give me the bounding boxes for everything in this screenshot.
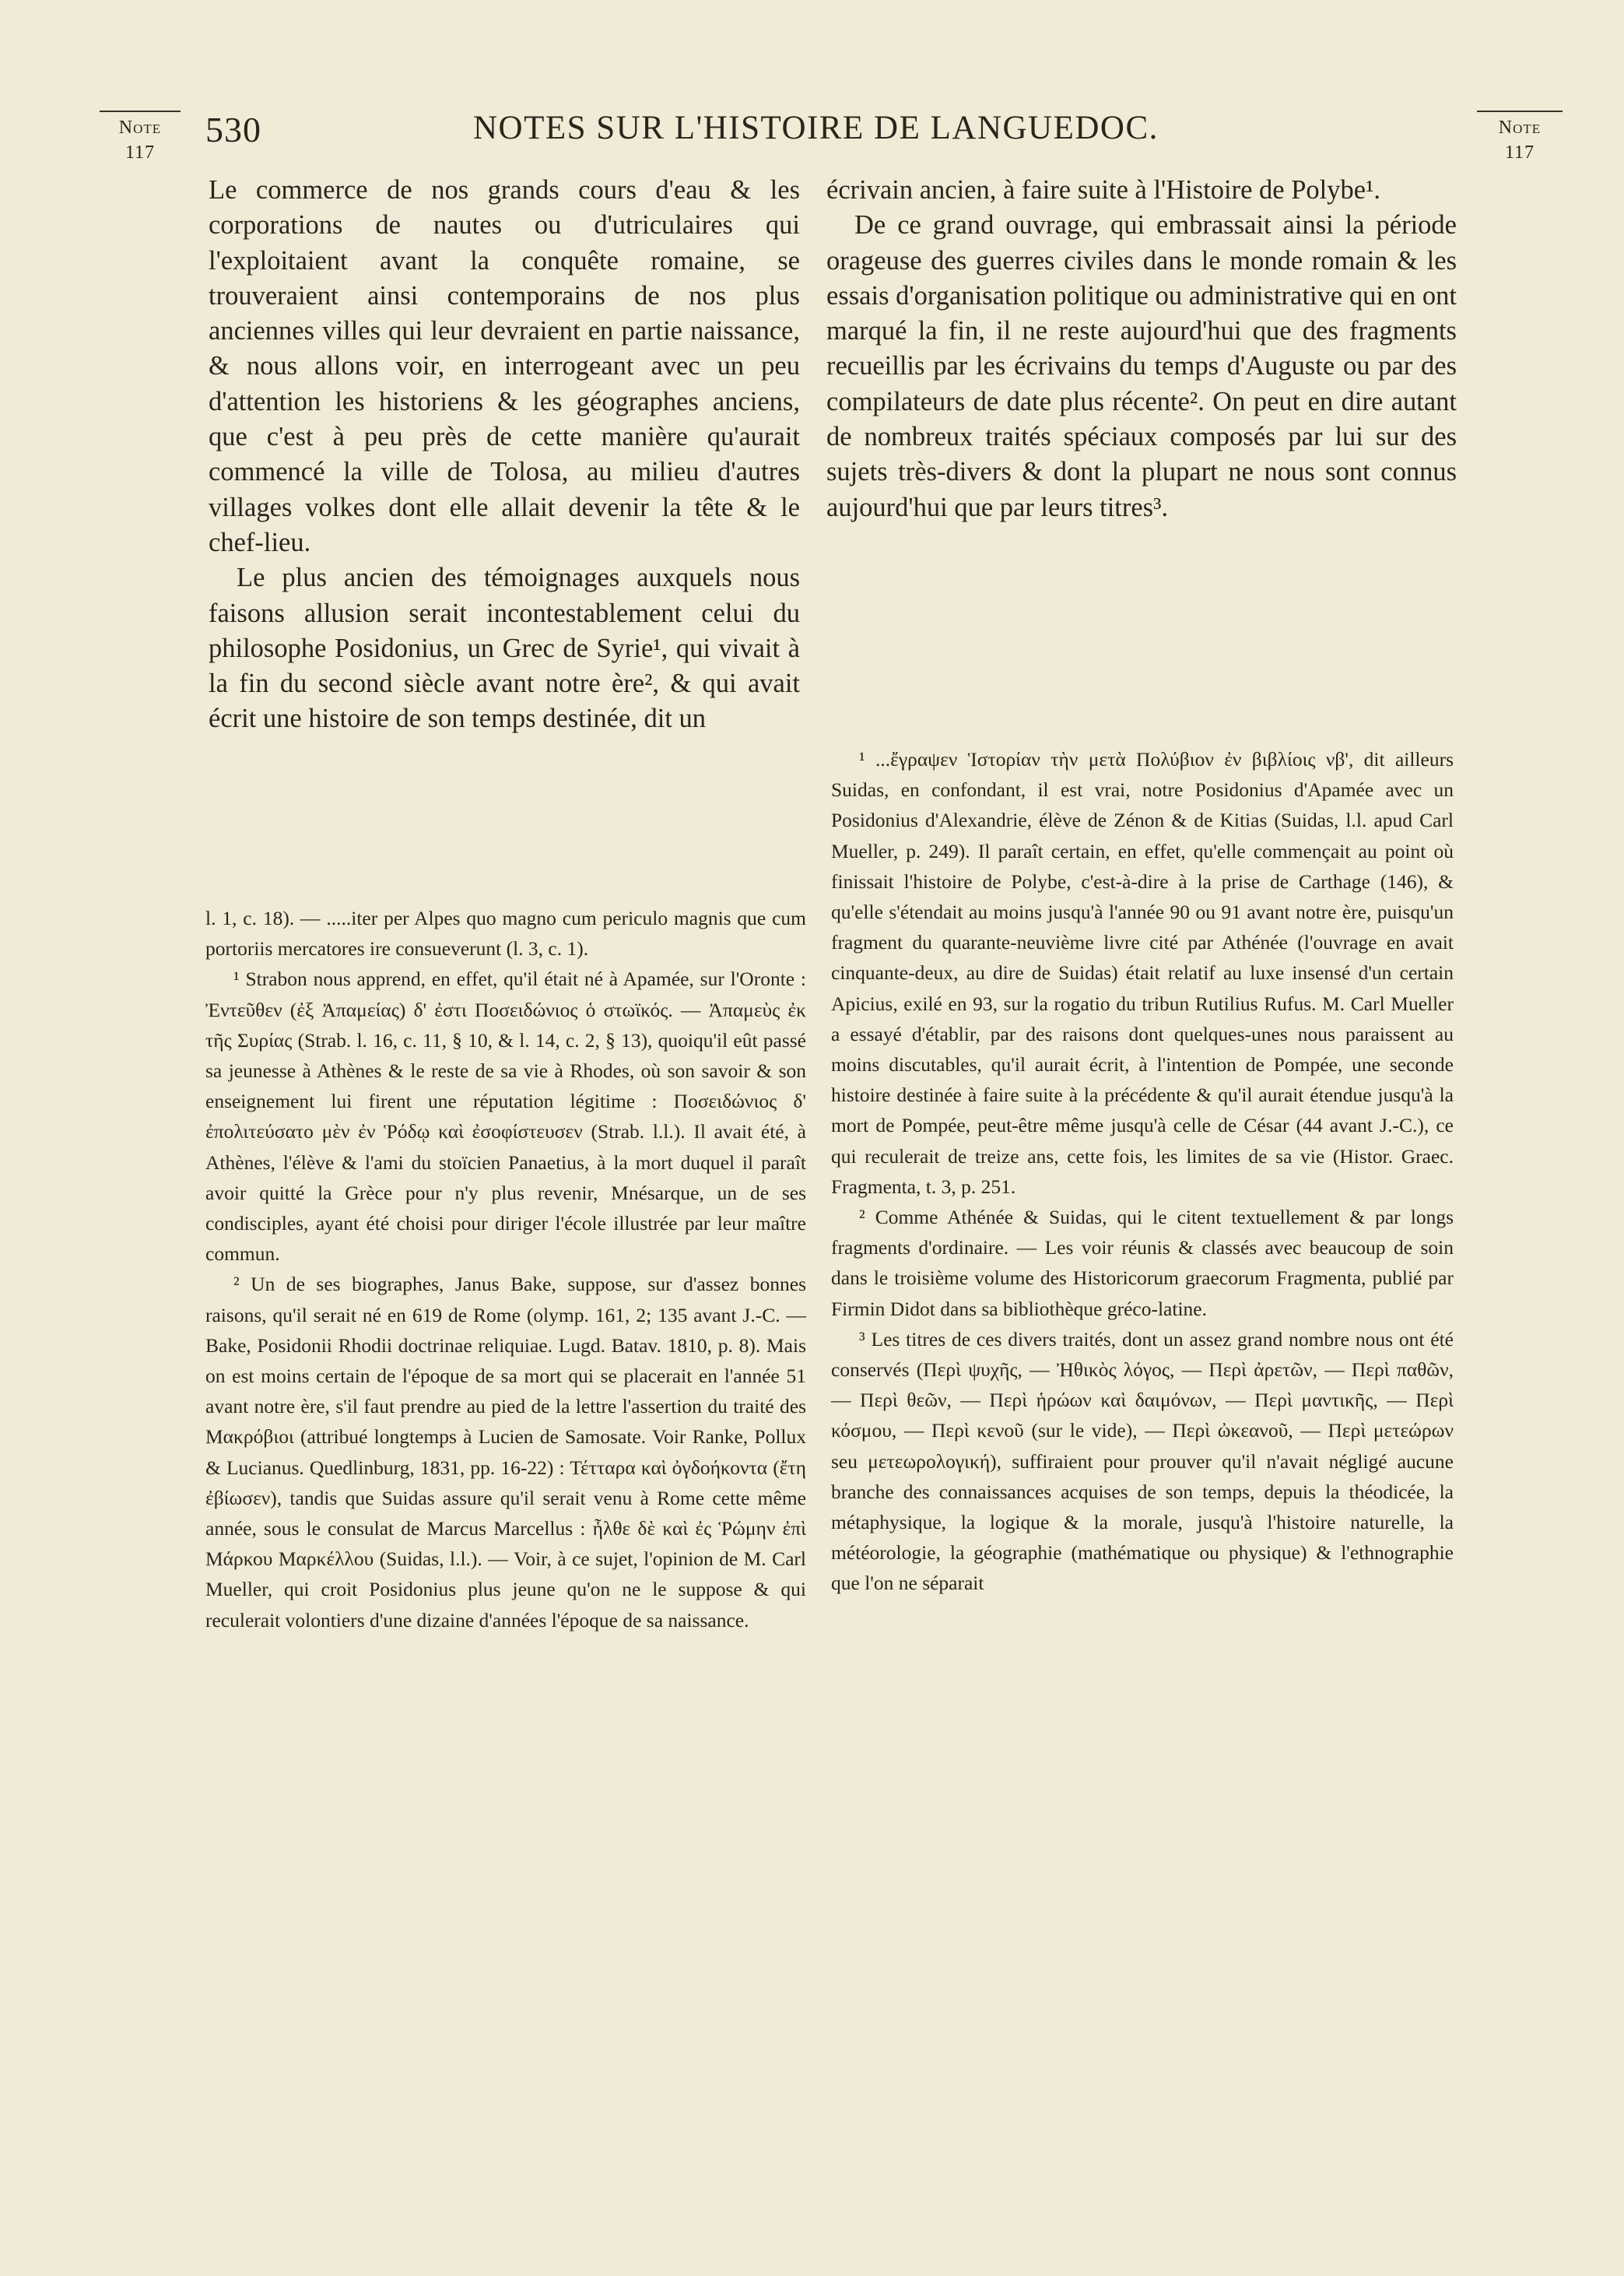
footnote: ¹ Strabon nous apprend, en effet, qu'il était né à Apamée, sur l'Oronte : Ἐντεῦθεν (ἐξ Ἀπαμείας) δ' ἐστι Ποσειδώνιος ὁ στωϊκός. — Ἀπαμεὺς ἐκ τῆς Συρίας (Strab. l. 16, c. 11, § 10, & l. 14, c. 2, § 13), quoiqu'il eût passé sa jeunesse à Athènes & le reste de sa vie à Rhodes, où son savoir & son enseignement lui firent une réputation légitime : Ποσειδώνιος δ' ἐπολιτεύσατο μὲν ἐν Ῥόδῳ καὶ ἐσοφίστευσεν (Strab. l.l.). Il avait été, à Athènes, l'élève & l'ami du stoïcien Panaetius, à la mort duquel il paraît avoir quitté la Grèce pour n'y plus revenir, Mnésarque, un de ses condisciples, ayant été choisi pour diriger l'école illustrée par leur maître commun. <box>205 968 806 1266</box>
footnote-continuation: l. 1, c. 18). — .....iter per Alpes quo magno cum periculo magnis que cum portoriis mercatores ire consueverunt (l. 3, c. 1). <box>205 907 806 961</box>
footnote: ² Un de ses biographes, Janus Bake, suppose, sur d'assez bonnes raisons, qu'il serait né en 619 de Rome (olymp. 161, 2; 135 avant J.-C. — Bake, Posidonii Rhodii doctrinae reliquiae. Lugd. Batav. 1810, p. 8). Mais on est moins certain de l'époque de sa mort qui se placerait en l'année 51 avant notre ère, s'il faut prendre au pied de la lettre l'assertion du traité des Μακρόβιοι (attribué longtemps à Lucien de Samosate. Voir Ranke, Pollux & Lucianus. Quedlinburg, 1831, pp. 16-22) : Τέτταρα καὶ ὀγδοήκοντα (ἔτη ἐβίωσεν), tandis que Suidas assure qu'il serait venu à Rome cette même année, sous le consulat de Marcus Marcellus : ἦλθε δὲ καὶ ἐς Ῥώμην ἐπὶ Μάρκου Μαρκέλλου (Suidas, l.l.). — Voir, à ce sujet, l'opinion de M. Carl Mueller, qui croit Posidonius plus jeune qu'on ne le suppose & qui reculerait volontiers d'une dizaine d'années l'époque de sa naissance. <box>205 1273 806 1631</box>
body-text-right-column <box>826 173 1457 525</box>
margin-rule-right <box>1477 111 1563 112</box>
body-paragraph: écrivain ancien, à faire suite à l'Histoire de Polybe¹. <box>826 175 1381 205</box>
body-text-left-column <box>209 173 800 737</box>
margin-note-left-number: 117 <box>125 142 156 163</box>
body-paragraph: Le commerce de nos grands cours d'eau & les corporations de nautes ou d'utriculaires qui l'exploitaient avant la conquête romaine, se trouveraient ainsi contemporains de nos plus anciennes villes qui leur devraient en partie naissance, & nous allons voir, en interrogeant avec un peu d'attention les historiens & les géographes anciens, que c'est à peu près de cette manière qu'aurait commencé la ville de Tolosa, au milieu d'autres villages volkes dont elle allait devenir la tête & le chef-lieu. <box>209 175 800 557</box>
margin-note-right-number: 117 <box>1504 142 1535 163</box>
margin-note-left-label: Note <box>118 118 162 138</box>
margin-note-right-label: Note <box>1498 118 1542 138</box>
margin-note-right <box>1477 115 1563 166</box>
margin-rule-left <box>100 111 181 112</box>
body-paragraph: Le plus ancien des témoignages auxquels nous faisons allusion serait incontestablement celui du philosophe Posidonius, un Grec de Syrie¹, qui vivait à la fin du second siècle avant notre ère², & qui avait écrit une histoire de son temps destinée, dit un <box>209 563 800 734</box>
footnote: ³ Les titres de ces divers traités, dont un assez grand nombre nous ont été conservés (Περὶ ψυχῆς, — Ἠθικὸς λόγος, — Περὶ ἀρετῶν, — Περὶ παθῶν, — Περὶ θεῶν, — Περὶ ἡρώων καὶ δαιμόνων, — Περὶ μαντικῆς, — Περὶ κόσμου, — Περὶ κενοῦ (sur le vide), — Περὶ ὠκεανοῦ, — Περὶ μετεώρων seu μετεωρολογική), suffiraient pour prouver qu'il n'avait négligé aucune branche des connaissances acquises de son temps, depuis la théodicée, la métaphysique, la logique & la morale, jusqu'à l'histoire naturelle, la météorologie, la géographie (mathématique ou physique) & l'ethnographie que l'on ne séparait <box>831 1327 1454 1595</box>
footnotes-left-column <box>205 903 806 1635</box>
margin-note-left <box>100 115 181 166</box>
running-title: NOTES SUR L'HISTOIRE DE LANGUEDOC. <box>473 110 1159 146</box>
body-paragraph: De ce grand ouvrage, qui embrassait ainsi la période orageuse des guerres civiles dans le monde romain & les essais d'organisation politique ou administrative qui en ont marqué la fin, il ne reste aujourd'hui que des fragments recueillis par les écrivains du temps d'Auguste ou par des compilateurs de date plus récente². On peut en dire autant de nombreux traités spéciaux composés par lui sur des sujets très-divers & dont la plupart ne nous sont connus aujourd'hui que par leurs titres³. <box>826 210 1457 522</box>
footnotes-right-column <box>831 744 1454 1599</box>
footnote: ¹ ...ἔγραψεν Ἱστορίαν τὴν μετὰ Πολύβιον ἐν βιβλίοις νβ', dit ailleurs Suidas, en confondant, il est vrai, notre Posidonius d'Apamée avec un Posidonius d'Alexandrie, élève de Zénon & de Kitias (Suidas, l.l. apud Carl Mueller, p. 249). Il paraît certain, en effet, qu'elle commençait au point où finissait l'histoire de Polybe, c'est-à-dire à la prise de Carthage (146), & qu'elle s'étendait au moins jusqu'à l'année 90 ou 91 avant notre ère, puisqu'un fragment du quarante-neuvième livre cité par Athénée (l'ouvrage en avait cinquante-deux, au dire de Suidas) était relatif au luxe insensé d'un certain Apicius, exilé en 93, sur la rogatio du tribun Rutilius Rufus. M. Carl Mueller a essayé d'établir, par des raisons dont quelques-unes nous paraissent au moins discutables, qu'il aurait écrit, à l'intention de Pompée, une seconde histoire destinée à faire suite à la précédente & qu'il aurait étendue jusqu'à la mort de Pompée, peut-être même jusqu'à celle de César (44 avant J.-C.), ce qui reculerait de treize ans, cette fois, les limites de sa vie (Histor. Graec. Fragmenta, t. 3, p. 251. <box>831 748 1454 1198</box>
page-number: 530 <box>205 110 261 149</box>
footnote: ² Comme Athénée & Suidas, qui le citent textuellement & par longs fragments d'ordinaire. — Les voir réunis & classés avec beaucoup de soin dans le troisième volume des Historicorum graecorum Fragmenta, publié par Firmin Didot dans sa bibliothèque gréco-latine. <box>831 1206 1454 1320</box>
